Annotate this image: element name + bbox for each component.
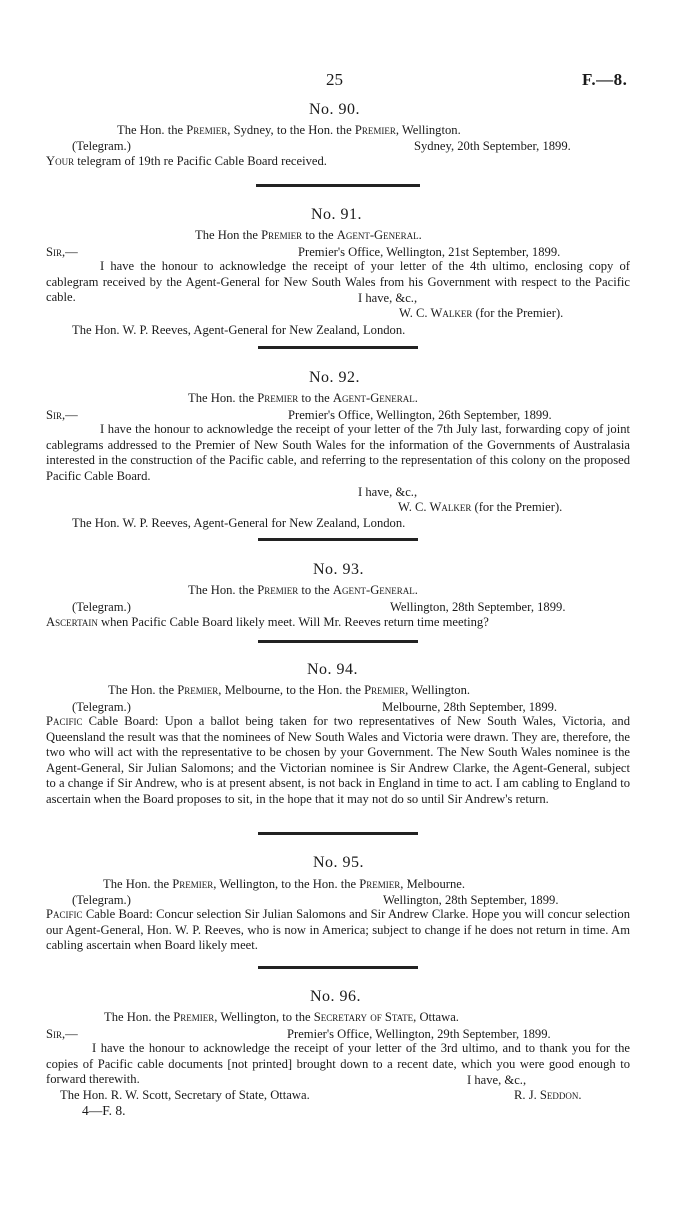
dateline: Wellington, 28th September, 1899. [390, 600, 566, 614]
item-heading: The Hon. the Premier, Sydney, to the Hon. the Premier, Wellington. [117, 123, 461, 137]
signature: W. C. Walker (for the Premier). [398, 500, 563, 514]
item-number: No. 95. [313, 854, 365, 871]
page-number: 25 [326, 70, 343, 89]
section-divider [258, 966, 418, 969]
item-heading: The Hon. the Premier, Melbourne, to the Hon. the Premier, Wellington. [108, 683, 471, 697]
dateline: Premier's Office, Wellington, 26th September, 1899. [288, 408, 552, 422]
dateline: Premier's Office, Wellington, 21st September, 1899. [298, 245, 561, 259]
item-heading: The Hon. the Premier, Wellington, to the Secretary of State, Ottawa. [104, 1010, 459, 1024]
addressee: The Hon. W. P. Reeves, Agent-General for New Zealand, London. [72, 516, 406, 530]
closing: I have, &c., [358, 485, 418, 499]
item-body: Your telegram of 19th re Pacific Cable Board received. [46, 154, 327, 168]
section-divider [258, 346, 418, 349]
page-signature: 4—F. 8. [82, 1103, 126, 1118]
item-heading: The Hon. the Premier, Wellington, to the Hon. the Premier, Melbourne. [103, 877, 465, 891]
item-body: Pacific Cable Board: Upon a ballot being taken for two representatives of New South Wales, Victoria, and Queensland the result was that the nominees of New South Wales and Victoria were drawn. They are, therefore, the two who will act with the representative to be chosen by your Government. The New South Wales nominee is the Agent-General, Sir Julian Salomons; and the Victorian nominee is Sir Andrew Clarke, the Agent-General, subject to a change if Sir Andrew, who is at present absent, is not back in England in time to act. I am cabling to England to ascertain when the Board proposes to sit, in the hope that it may not do so until Sir Andrew's return. [46, 714, 630, 806]
dateline: Premier's Office, Wellington, 29th September, 1899. [287, 1027, 551, 1041]
closing: I have, &c., [467, 1073, 527, 1087]
dateline: Wellington, 28th September, 1899. [383, 893, 559, 907]
dateline: Sydney, 20th September, 1899. [414, 139, 571, 153]
salutation: Sir,— [46, 408, 78, 422]
dateline: Melbourne, 28th September, 1899. [382, 700, 558, 714]
item-number: No. 92. [309, 369, 361, 386]
item-heading: The Hon. the Premier to the Agent-General. [188, 391, 418, 405]
item-body: I have the honour to acknowledge the receipt of your letter of the 4th ultimo, enclosing copy of cablegram received by the Agent-General for New South Wales from his Government with respect to the Pacific cable. [46, 259, 630, 304]
item-body: I have the honour to acknowledge the receipt of your letter of the 7th July last, forwarding copy of joint cablegrams addressed to the Premier of New South Wales for the information of the Governments of Australasia interested in the construction of the Pacific cable, and referring to the representation of this colony on the proposed Pacific Cable Board. [46, 422, 630, 483]
telegram-label: (Telegram.) [72, 893, 131, 907]
section-divider [256, 184, 420, 187]
item-number: No. 91. [311, 206, 363, 223]
item-body: Pacific Cable Board: Concur selection Sir Julian Salomons and Sir Andrew Clarke. Hope you will concur selection our Agent-General, Hon. W. P. Reeves, who is now in America; subject to change if he does not return in time. Am cabling ascertain when Board likely meet. [46, 907, 630, 952]
document-reference: F.—8. [582, 70, 628, 89]
section-divider [258, 538, 418, 541]
item-number: No. 90. [309, 101, 361, 118]
item-number: No. 93. [313, 561, 365, 578]
item-number: No. 96. [310, 988, 362, 1005]
section-divider [258, 832, 418, 835]
telegram-label: (Telegram.) [72, 700, 131, 714]
signature: R. J. Seddon. [514, 1088, 582, 1102]
item-body: Ascertain when Pacific Cable Board likely meet. Will Mr. Reeves return time meeting? [46, 615, 489, 629]
salutation: Sir,— [46, 245, 78, 259]
item-heading: The Hon the Premier to the Agent-General. [195, 228, 422, 242]
salutation: Sir,— [46, 1027, 78, 1041]
closing: I have, &c., [358, 291, 418, 305]
addressee: The Hon. R. W. Scott, Secretary of State, Ottawa. [60, 1088, 310, 1102]
item-heading: The Hon. the Premier to the Agent-General. [188, 583, 418, 597]
signature: W. C. Walker (for the Premier). [399, 306, 564, 320]
item-number: No. 94. [307, 661, 359, 678]
telegram-label: (Telegram.) [72, 600, 131, 614]
telegram-label: (Telegram.) [72, 139, 131, 153]
item-body: I have the honour to acknowledge the receipt of your letter of the 3rd ultimo, and to thank you for the copies of Pacific cable documents [not printed] brought down to a recent date, which you were good enough to forward therewith. [46, 1041, 630, 1086]
addressee: The Hon. W. P. Reeves, Agent-General for New Zealand, London. [72, 323, 406, 337]
section-divider [258, 640, 418, 643]
